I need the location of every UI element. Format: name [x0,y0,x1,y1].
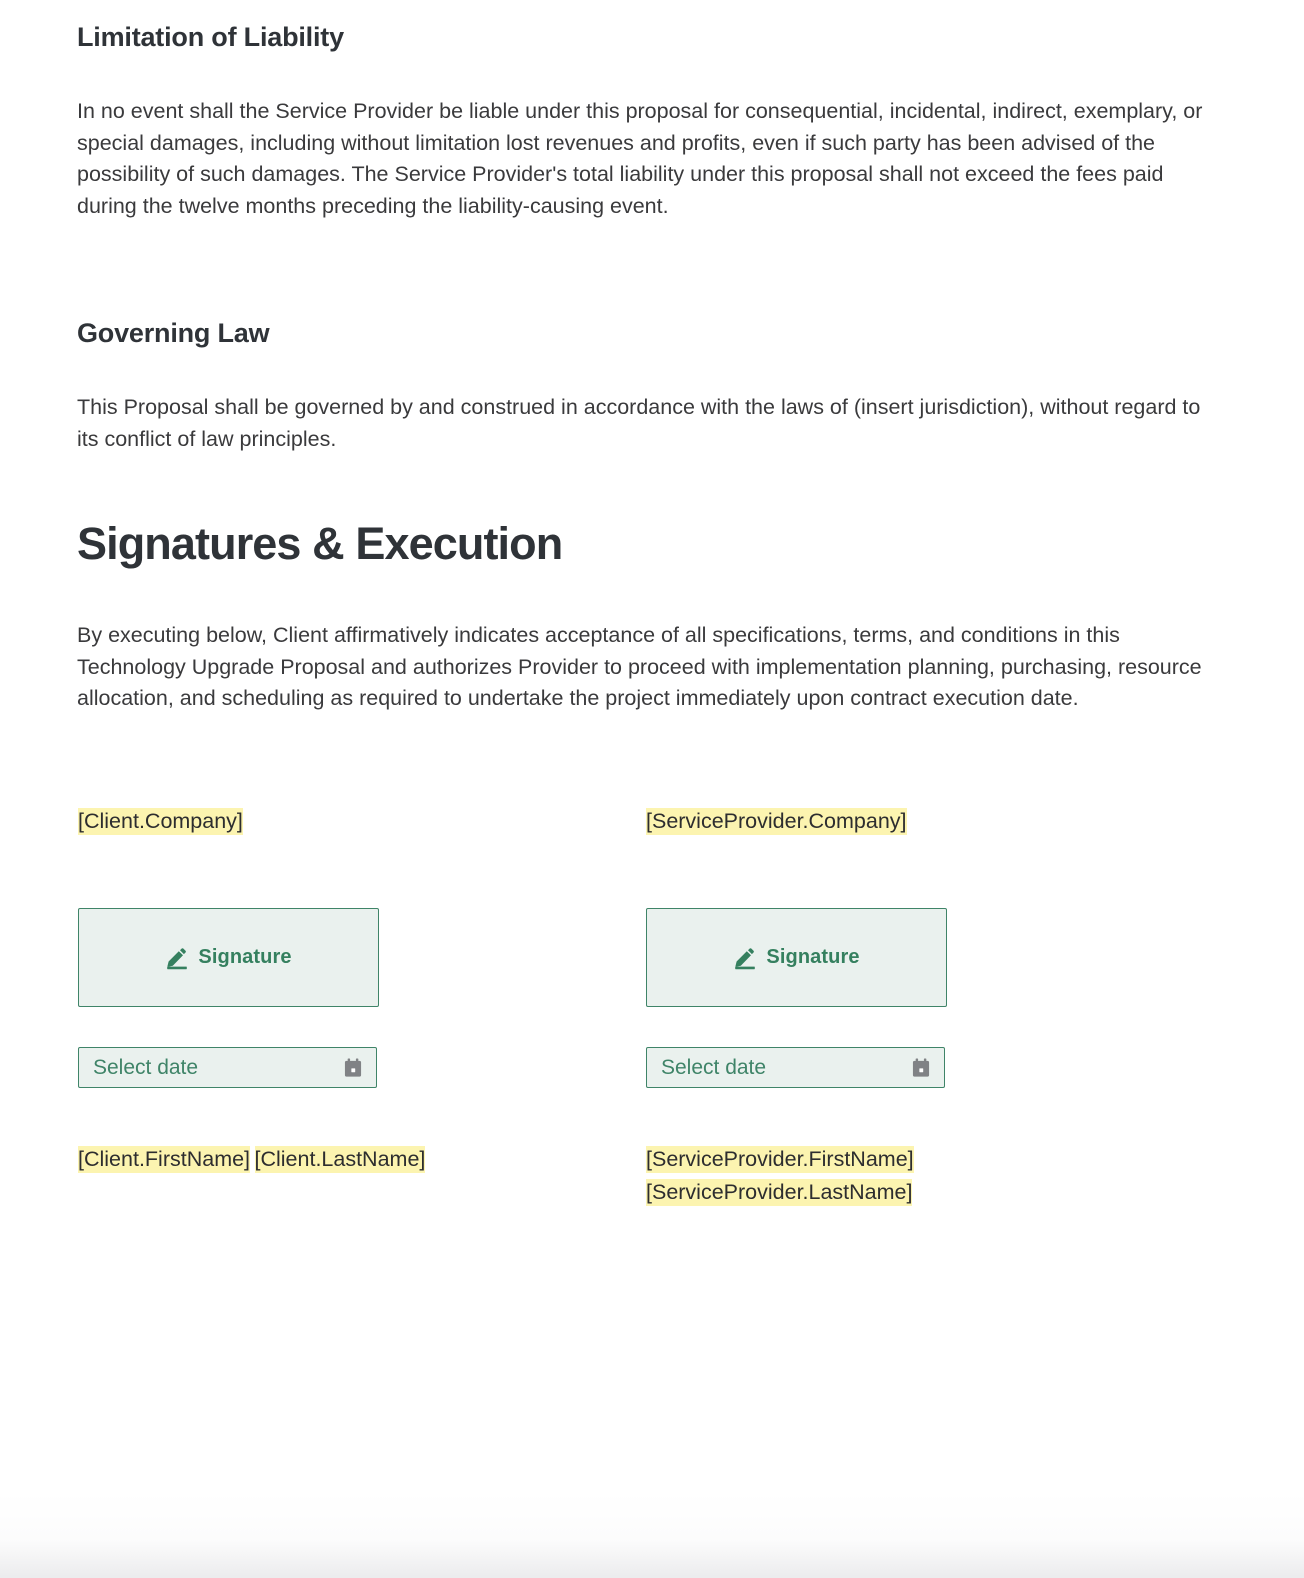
date-picker-client-placeholder: Select date [93,1055,199,1079]
page-title-signatures-execution: Signatures & Execution [77,518,563,569]
section-governing-law [77,318,269,349]
date-picker-service-provider-placeholder: Select date [661,1055,767,1079]
section-limitation-of-liability [77,22,344,53]
client-name-line [78,1144,426,1177]
section-body-limitation-of-liability-wrap [77,96,1214,223]
signatures-execution-body: By executing below, Client affirmatively indicates acceptance of all specifications, terms, and conditions in this Technology Upgrade Proposal and authorizes Provider to proceed with implementation planning, purchasing, resource allocation, and scheduling as required to undertake the project immediately upon contract execution date. [77,623,1202,711]
service-provider-company-token-row [646,806,907,839]
signature-field-client-label: Signature [198,946,292,968]
signature-field-client[interactable] [78,908,379,1007]
section-heading-governing-law: Governing Law [77,318,270,348]
token-service-provider-last-name: [ServiceProvider.LastName] [646,1180,913,1204]
section-heading-limitation-of-liability: Limitation of Liability [77,22,344,52]
signature-field-service-provider-label: Signature [766,946,860,968]
signature-field-service-provider[interactable] [646,908,947,1007]
calendar-icon[interactable] [910,1057,932,1079]
signatures-execution-section [77,518,562,570]
service-provider-last-name-line [646,1177,968,1210]
signature-field-client-inner [165,946,291,970]
client-company-token-row [78,806,243,839]
section-body-governing-law: This Proposal shall be governed by and construed in accordance with the laws of (insert jurisdiction), without regard to its conflict of law principles. [77,395,1201,451]
date-picker-service-provider[interactable] [646,1047,945,1088]
section-body-governing-law-wrap [77,392,1217,455]
section-body-limitation-of-liability: In no event shall the Service Provider be liable under this proposal for consequential, incidental, indirect, exemplary, or special damages, including without limitation lost revenues and profits, even if such party has been advised of the possibility of such damages. The Service Provider's total liability under this proposal shall not exceed the fees paid during the twelve months preceding the liability-causing event. [77,99,1203,219]
service-provider-first-name-line [646,1144,968,1177]
token-client-last-name: [Client.LastName] [254,1147,426,1171]
name-token-separator [250,1153,254,1170]
date-picker-client[interactable] [78,1047,377,1088]
token-client-first-name: [Client.FirstName] [78,1147,251,1171]
client-name-token-row [78,1144,426,1177]
pen-signature-icon [733,946,757,970]
service-provider-name-token-row [646,1144,968,1210]
pen-signature-icon [165,946,189,970]
token-service-provider-first-name: [ServiceProvider.FirstName] [646,1147,914,1171]
page-bottom-edge-shadow [0,1492,1304,1578]
signatures-execution-body-wrap [77,620,1202,715]
token-client-company: [Client.Company] [78,809,243,833]
calendar-icon[interactable] [342,1057,364,1079]
token-service-provider-company: [ServiceProvider.Company] [646,809,907,833]
signature-field-service-provider-inner [733,946,859,970]
